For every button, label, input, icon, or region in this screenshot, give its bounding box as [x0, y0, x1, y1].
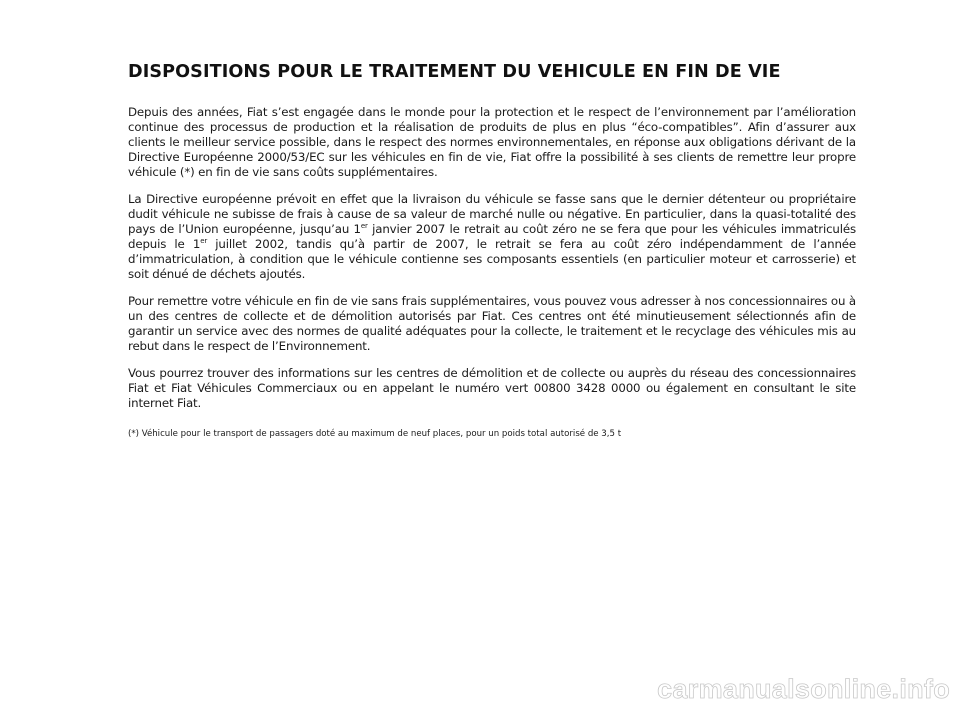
document-page [128, 62, 856, 440]
ordinal-superscript-2: er [200, 237, 208, 246]
paragraph-intro [128, 105, 856, 180]
ordinal-superscript-1: er [360, 222, 368, 231]
paragraph-directive-text-1: La Directive européenne prévoit en effet que la livraison du véhicule se fasse sans que le dernier détenteur ou propriétaire dudit véhicule ne subisse de frais à cause de sa valeur de marché nulle ou négative. En particulier, dans la quasi-totalité des pays de l’Union européenne, jusqu’au 1 [128, 192, 856, 237]
paragraph-return-vehicle-text: Pour remettre votre véhicule en fin de vie sans frais supplémentaires, vous pouvez vous adresser à nos concessionnaires ou à un des centres de collecte et de démolition autorisés par Fiat. Ces centres ont été minutieusement sélectionnés afin de garantir un service avec des normes de qualité adéquates pour la collecte, le traitement et le recyclage des véhicules mis au rebut dans le respect de l’Environnement. [128, 294, 856, 354]
paragraph-return-vehicle [128, 294, 856, 354]
paragraph-directive [128, 192, 856, 282]
paragraph-information [128, 366, 856, 411]
paragraph-directive-text-2: janvier 2007 le retrait au coût zéro ne se fera que pour les véhicules immatriculés depuis le 1 [128, 222, 856, 252]
paragraph-intro-text: Depuis des années, Fiat s’est engagée dans le monde pour la protection et le respect de l’environnement par l’amélioration continue des processus de production et la réalisation de produits de plus en plus “éco-compatibles”. Afin d’assurer aux clients le meilleur service possible, dans le respect des normes environnementales, en réponse aux obligations dérivant de la Directive Européenne 2000/53/EC sur les véhicules en fin de vie, Fiat offre la possibilité à ses clients de remettre leur propre véhicule (*) en fin de vie sans coûts supplémentaires. [128, 105, 856, 180]
footnote: (*) Véhicule pour le transport de passagers doté au maximum de neuf places, pour un poids total autorisé de 3,5 t [128, 429, 622, 440]
watermark-logo: carmanualsonline.info [657, 674, 950, 704]
page-title: DISPOSITIONS POUR LE TRAITEMENT DU VEHICULE EN FIN DE VIE [128, 62, 781, 82]
paragraph-information-text: Vous pourrez trouver des informations sur les centres de démolition et de collecte ou auprès du réseau des concessionnaires Fiat et Fiat Véhicules Commerciaux ou en appelant le numéro vert 00800 3428 0000 ou également en consultant le site internet Fiat. [128, 366, 856, 411]
paragraph-directive-text-3: juillet 2002, tandis qu’à partir de 2007, le retrait se fera au coût zéro indépendamment de l’année d’immatriculation, à condition que le véhicule contienne ses composants essentiels (en particulier moteur et carrosserie) et soit dénué de déchets ajoutés. [128, 237, 856, 282]
